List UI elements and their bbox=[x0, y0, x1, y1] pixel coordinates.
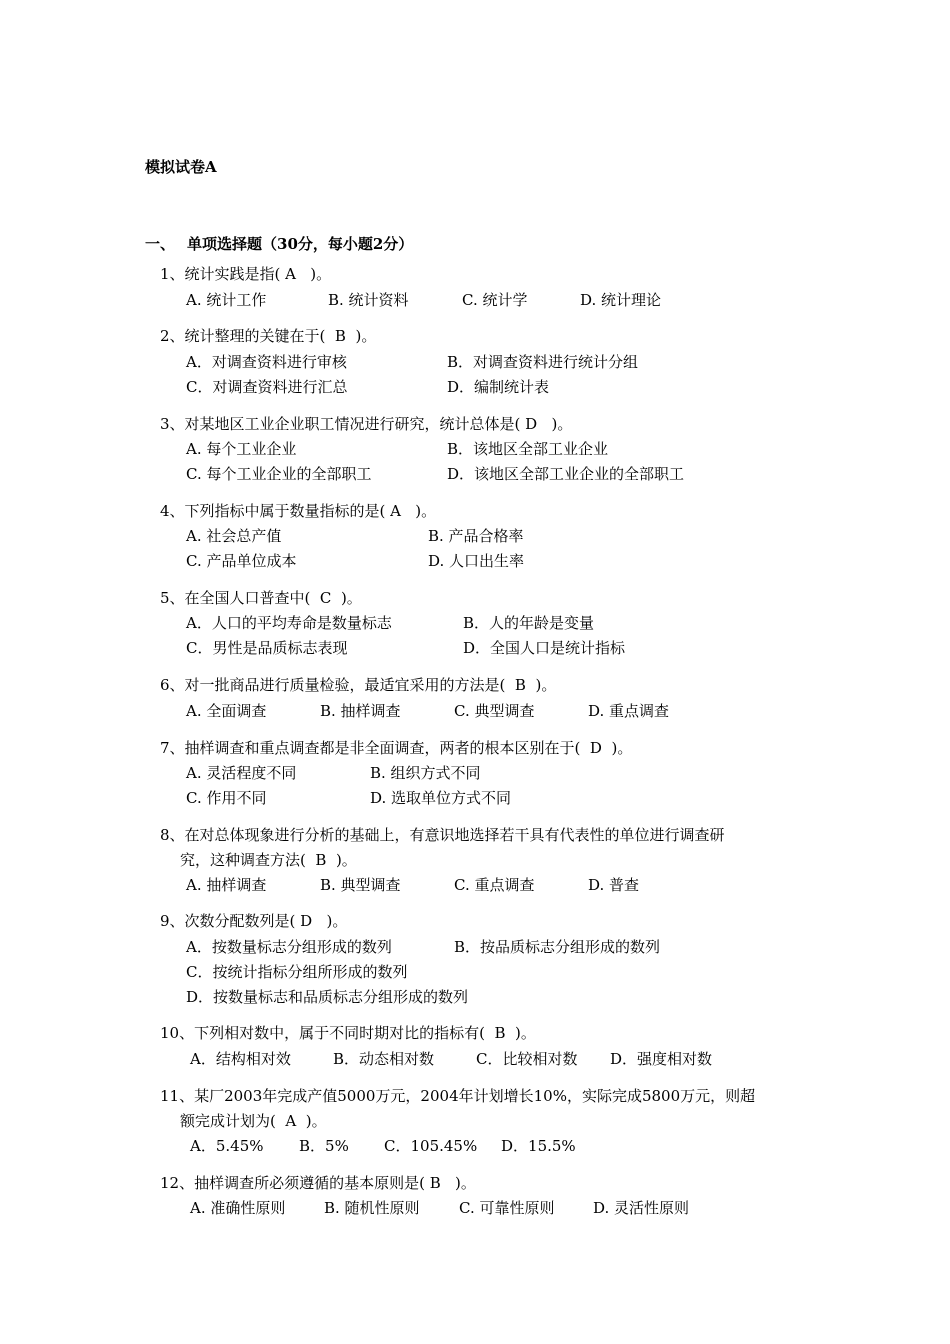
option: B. 随机性原则 bbox=[324, 1199, 420, 1217]
option: D．按数量标志和品质标志分组形成的数列 bbox=[186, 988, 469, 1006]
option: C. 重点调查 bbox=[454, 876, 535, 894]
option: D. 统计理论 bbox=[580, 291, 662, 309]
option: C．比较相对数 bbox=[476, 1050, 578, 1068]
option: D．15.5% bbox=[501, 1137, 576, 1155]
section-number: 一、 bbox=[145, 235, 176, 253]
option: B．5% bbox=[299, 1137, 349, 1155]
option: D．该地区全部工业企业的全部职工 bbox=[447, 465, 685, 483]
option: A．5.45% bbox=[190, 1137, 264, 1155]
option: D. 普查 bbox=[588, 876, 640, 894]
option: B．人的年龄是变量 bbox=[463, 614, 595, 632]
option: C. 典型调查 bbox=[454, 702, 535, 720]
question-stem-continued: 究，这种调查方法( B )。 bbox=[180, 851, 357, 869]
option: A. 抽样调查 bbox=[186, 876, 267, 894]
option: C．按统计指标分组所形成的数列 bbox=[186, 963, 408, 981]
option: A. 统计工作 bbox=[186, 291, 267, 309]
option: A. 每个工业企业 bbox=[186, 440, 297, 458]
option: B. 抽样调查 bbox=[320, 702, 401, 720]
question-stem: 2、统计整理的关键在于( B )。 bbox=[160, 327, 377, 345]
option: D. 选取单位方式不同 bbox=[370, 789, 512, 807]
question-stem: 11、某厂2003年完成产值5000万元，2004年计划增长10%，实际完成5800万元，则超 bbox=[160, 1087, 756, 1105]
option: C．对调查资料进行汇总 bbox=[186, 378, 348, 396]
option: A．结构相对效 bbox=[190, 1050, 291, 1068]
option: D. 重点调查 bbox=[588, 702, 670, 720]
option: C．男性是品质标志表现 bbox=[186, 639, 348, 657]
option: B．按品质标志分组形成的数列 bbox=[454, 938, 661, 956]
option: D．编制统计表 bbox=[447, 378, 550, 396]
question-stem: 8、在对总体现象进行分析的基础上，有意识地选择若干具有代表性的单位进行调查研 bbox=[160, 826, 725, 844]
option: B．动态相对数 bbox=[333, 1050, 435, 1068]
option: B. 典型调查 bbox=[320, 876, 401, 894]
question-stem: 3、对某地区工业企业职工情况进行研究，统计总体是( D )。 bbox=[160, 415, 573, 433]
option: C．105.45% bbox=[384, 1137, 478, 1155]
option: A. 准确性原则 bbox=[190, 1199, 286, 1217]
option: A. 全面调查 bbox=[186, 702, 267, 720]
question-stem: 6、对一批商品进行质量检验，最适宜采用的方法是( B )。 bbox=[160, 676, 557, 694]
option: A. 社会总产值 bbox=[186, 527, 282, 545]
question-stem: 1、统计实践是指( A )。 bbox=[160, 265, 332, 283]
option: A．人口的平均寿命是数量标志 bbox=[186, 614, 392, 632]
option: A．对调查资料进行审核 bbox=[186, 353, 347, 371]
option: B. 组织方式不同 bbox=[370, 764, 481, 782]
option: C. 作用不同 bbox=[186, 789, 267, 807]
option: B. 统计资料 bbox=[328, 291, 409, 309]
option: A. 灵活程度不同 bbox=[186, 764, 297, 782]
question-stem-continued: 额完成计划为( A )。 bbox=[180, 1112, 327, 1130]
option: C. 统计学 bbox=[462, 291, 528, 309]
option: C. 可靠性原则 bbox=[459, 1199, 555, 1217]
question-stem: 12、抽样调查所必须遵循的基本原则是( B )。 bbox=[160, 1174, 476, 1192]
option: A．按数量标志分组形成的数列 bbox=[186, 938, 392, 956]
option: B．该地区全部工业企业 bbox=[447, 440, 609, 458]
question-stem: 7、抽样调查和重点调查都是非全面调查，两者的根本区别在于( D )。 bbox=[160, 739, 633, 757]
section-heading: 单项选择题（30分，每小题2分） bbox=[187, 235, 414, 253]
option: B. 产品合格率 bbox=[428, 527, 524, 545]
option: D. 灵活性原则 bbox=[593, 1199, 690, 1217]
option: C. 每个工业企业的全部职工 bbox=[186, 465, 372, 483]
question-stem: 4、下列指标中属于数量指标的是( A )。 bbox=[160, 502, 437, 520]
option: B．对调查资料进行统计分组 bbox=[447, 353, 639, 371]
question-stem: 5、在全国人口普查中( C )。 bbox=[160, 589, 362, 607]
option: D．强度相对数 bbox=[610, 1050, 713, 1068]
exam-title: 模拟试卷A bbox=[145, 158, 217, 176]
question-stem: 9、次数分配数列是( D )。 bbox=[160, 912, 348, 930]
option: D. 人口出生率 bbox=[428, 552, 525, 570]
question-stem: 10、下列相对数中，属于不同时期对比的指标有( B )。 bbox=[160, 1024, 536, 1042]
option: D．全国人口是统计指标 bbox=[463, 639, 626, 657]
option: C. 产品单位成本 bbox=[186, 552, 297, 570]
